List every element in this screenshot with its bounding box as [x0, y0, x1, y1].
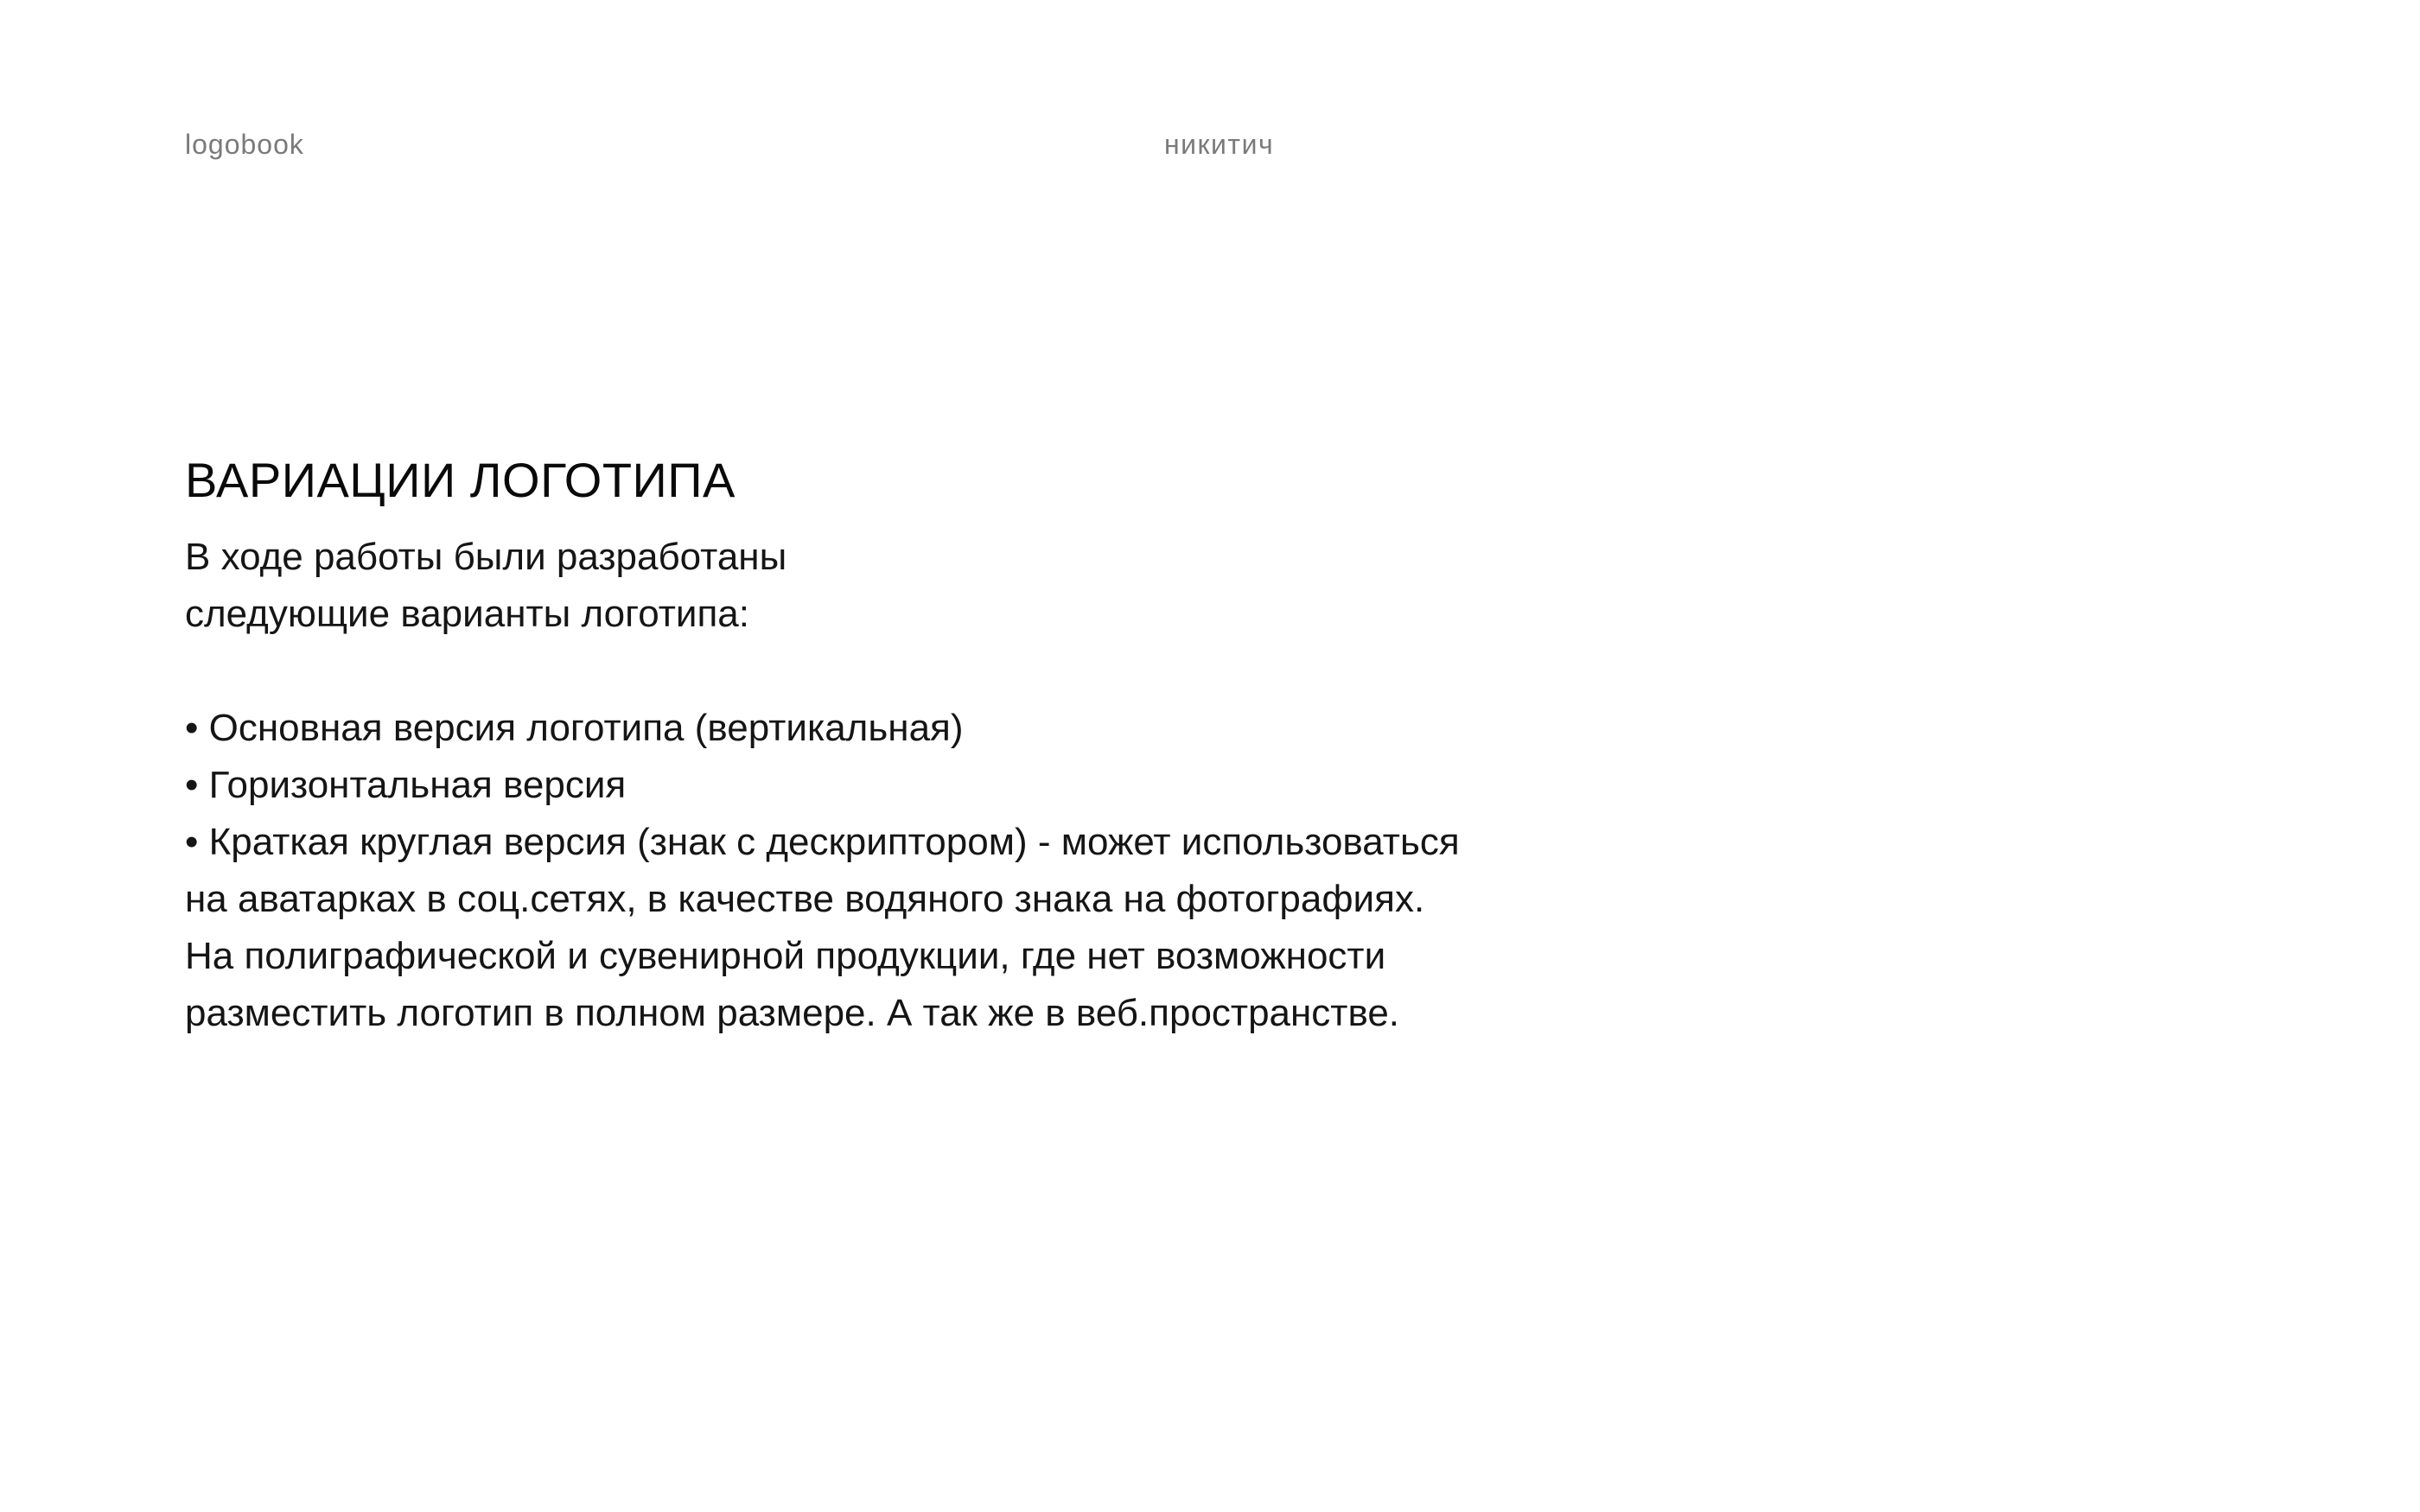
- header-author: никитич: [1164, 129, 1275, 160]
- body-line: • Горизонтальная версия: [185, 764, 627, 806]
- header-brand: logobook: [185, 129, 304, 160]
- body-line: на аватарках в соц.сетях, в качестве водяного знака на фотографиях.: [185, 878, 1425, 920]
- body-line: • Краткая круглая версия (знак с дескриптором) - может использоваться: [185, 821, 1460, 863]
- body-line: разместить логотип в полном размере. А так же в веб.пространстве.: [185, 992, 1400, 1034]
- section-title: ВАРИАЦИИ ЛОГОТИПА: [185, 453, 736, 507]
- content-section: [185, 449, 1914, 1042]
- body-line: • Основная версия логотипа (вертикальная): [185, 707, 964, 749]
- intro-line: В ходе работы были разработаны: [185, 536, 787, 578]
- body-line: На полиграфической и сувенирной продукции, где нет возможности: [185, 935, 1386, 977]
- intro-line: следующие варианты логотипа:: [185, 593, 749, 635]
- paragraph-spacer: [185, 643, 1914, 700]
- section-text: [185, 529, 1914, 1042]
